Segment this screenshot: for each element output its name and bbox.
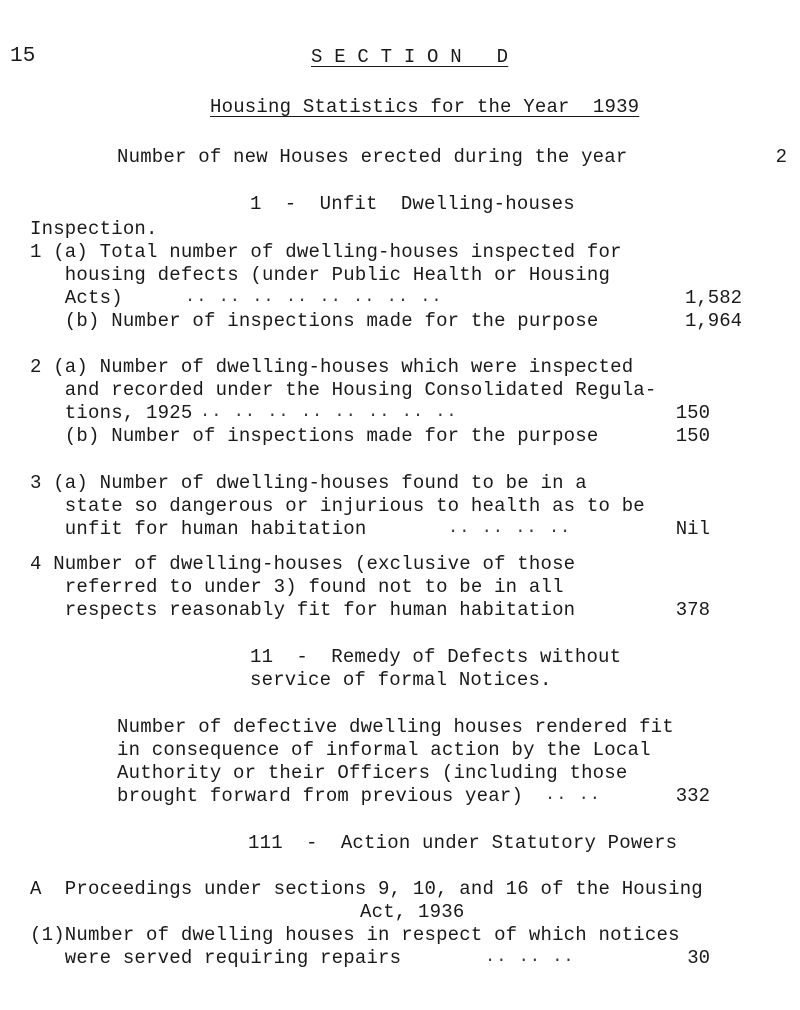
item-1a-line2: housing defects (under Public Health or Housing [30,264,611,286]
item-1b-value: 1,964 [684,310,742,332]
page-number: 15 [10,45,36,68]
document-title: Housing Statistics for the Year 1939 [210,96,640,118]
item-1a-value: 1,582 [684,287,742,309]
item-4-line3: respects reasonably fit for human habitation [30,599,576,621]
item-2a-leader: .. .. .. .. .. .. .. .. [200,403,458,422]
part2-leader: .. .. [545,786,602,805]
part2-line2: in consequence of informal action by the Local [117,739,651,761]
item-2a-line2: and recorded under the Housing Consolidated Regula- [30,379,657,401]
item-2b-line1: (b) Number of inspections made for the purpose [30,425,599,447]
item-4-line2: referred to under 3) found not to be in all [30,576,564,598]
item-2a-line1: 2 (a) Number of dwelling-houses which were inspected [30,356,634,378]
item-2b-value: 150 [675,425,710,447]
item-2a-value: 150 [675,402,710,424]
item-4-value: 378 [675,599,710,621]
section-heading: S E C T I O N D [311,46,509,68]
part2-heading-line1: 11 - Remedy of Defects without [250,646,622,668]
item-3a-value: Nil [675,518,710,540]
part3-heading: 111 - Action under Statutory Powers [248,832,678,854]
part2-line3: Authority or their Officers (including those [117,762,628,784]
item-1a-line3: Acts) [30,287,123,309]
part1-heading: 1 - Unfit Dwelling-houses [250,193,575,215]
part3-item1-line2: were served requiring repairs [30,947,402,969]
part2-value: 332 [675,785,710,807]
part3-item1-line1: (1)Number of dwelling houses in respect of which notices [30,924,680,946]
item-1b-line1: (b) Number of inspections made for the purpose [30,310,599,332]
item-1a-line1: 1 (a) Total number of dwelling-houses inspected for [30,241,622,263]
item-3a-line2: state so dangerous or injurious to health as to be [30,495,645,517]
item-3a-line1: 3 (a) Number of dwelling-houses found to be in a [30,472,587,494]
item-3a-leader: .. .. .. .. [448,519,572,538]
item-2a-line3: tions, 1925 [30,402,193,424]
part2-line4: brought forward from previous year) [117,785,524,807]
item-1a-leader: .. .. .. .. .. .. .. .. [185,288,443,307]
part3-item1-leader: .. .. .. [485,948,575,967]
part2-heading-line2: service of formal Notices. [250,669,552,691]
new-houses-label: Number of new Houses erected during the year [117,146,628,168]
item-3a-line3: unfit for human habitation [30,518,367,540]
new-houses-value: 2 [775,146,787,168]
part3-a-line1: A Proceedings under sections 9, 10, and 16 of the Housing [30,878,703,900]
item-4-line1: 4 Number of dwelling-houses (exclusive of those [30,553,576,575]
part1-subheading: Inspection. [30,218,158,240]
part3-item1-value: 30 [687,947,710,969]
part2-line1: Number of defective dwelling houses rendered fit [117,716,674,738]
part3-a-line2: Act, 1936 [360,901,465,923]
